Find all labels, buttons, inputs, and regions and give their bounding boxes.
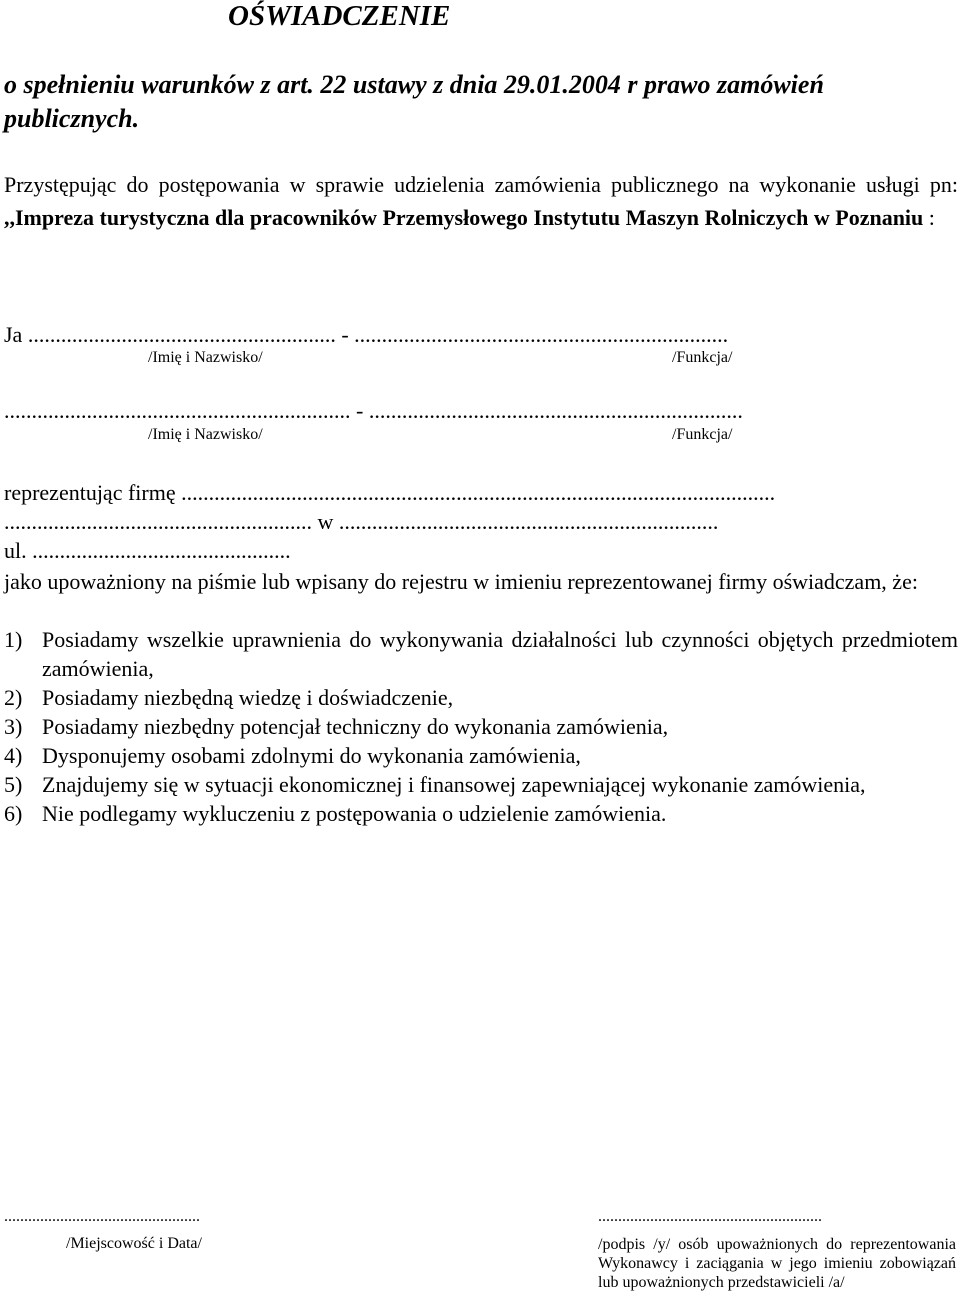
company-line-1: reprezentując firmę ............................................................................................................ (4, 480, 776, 505)
signature-dots: ........................................................ (598, 1208, 822, 1225)
caption-function-1: /Funkcja/ (672, 349, 733, 366)
list-item: 3) Posiadamy niezbędny potencjał techniczny do wykonania zamówienia, (4, 714, 669, 739)
document-title: OŚWIADCZENIE (228, 0, 451, 32)
document-subtitle: o spełnieniu warunków z art. 22 ustawy z dnia 29.01.2004 r prawo zamówień publicznych. (4, 70, 824, 133)
company-line-2: ........................................................ w ..................................................................... (4, 509, 719, 534)
list-item: 5) Znajdujemy się w sytuacji ekonomicznej i finansowej zapewniającej wykonanie zamówienia, (4, 772, 866, 797)
signature-caption: /podpis /y/ osób upoważnionych do reprezentowania Wykonawcy i zaciągania w jego imieniu zobowiązań lub upoważnionych przedstawicieli /a/ (598, 1236, 956, 1291)
lead-prefix: Przystępując do postępowania w sprawie udzielenia zamówienia publicznego na wykonanie usługi pn: (4, 172, 958, 197)
service-name: ,,Impreza turystyczna dla pracowników Przemysłowego Instytutu Maszyn Rolniczych w Poznaniu (4, 205, 924, 230)
list-item: 4) Dysponujemy osobami zdolnymi do wykonania zamówienia, (4, 743, 581, 768)
place-date-caption: /Miejscowość i Data/ (66, 1235, 202, 1252)
place-date-dots: ................................................. (4, 1208, 200, 1225)
company-line-3: ul. ............................................... (4, 538, 291, 563)
caption-name-2: /Imię i Nazwisko/ (148, 426, 263, 443)
list-item: 1) Posiadamy wszelkie uprawnienia do wykonywania działalności lub czynności objętych przedmiotem zamówienia, (4, 627, 958, 681)
lead-paragraph (4, 168, 958, 234)
person-line-1: Ja ........................................................ - .................................................................... (4, 322, 729, 347)
list-item: 6) Nie podlegamy wykluczeniu z postępowania o udzielenie zamówienia. (4, 801, 667, 826)
statement-text: jako upoważniony na piśmie lub wpisany do rejestru w imieniu reprezentowanej firmy oświadczam, że: (4, 569, 918, 594)
list-item: 2) Posiadamy niezbędną wiedzę i doświadczenie, (4, 685, 454, 710)
lead-suffix: : (923, 205, 935, 230)
person-line-2: ............................................................... - .................................................................... (4, 398, 743, 423)
declaration-list (4, 625, 958, 828)
caption-function-2: /Funkcja/ (672, 426, 733, 443)
caption-name-1: /Imię i Nazwisko/ (148, 349, 263, 366)
